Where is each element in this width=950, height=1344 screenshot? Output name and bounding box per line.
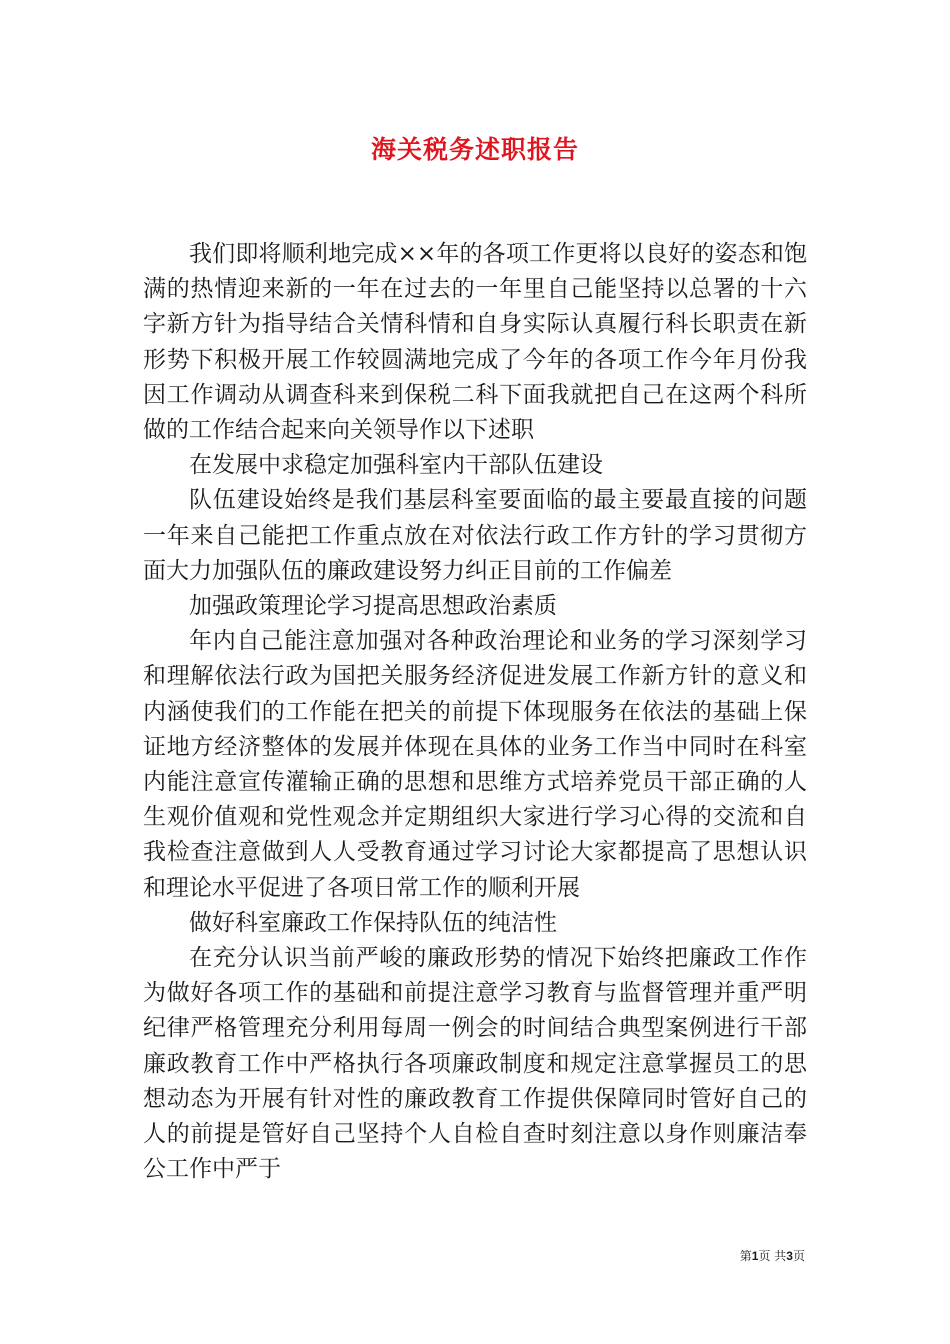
section-heading-political-study: 加强政策理论学习提高思想政治素质 — [189, 593, 557, 620]
document-body — [143, 237, 807, 1187]
footer-prefix: 第 — [739, 1249, 752, 1263]
footer-middle: 页 共 — [758, 1249, 787, 1263]
document-title: 海关税务述职报告 — [370, 135, 579, 164]
footer-total-pages: 3 — [786, 1249, 793, 1263]
paragraph-team-building: 队伍建设始终是我们基层科室要面临的最主要最直接的问题一年来自己能把工作重点放在对依法行政工作方针的学习贯彻方面大力加强队伍的廉政建设努力纠正目前的工作偏差 — [143, 487, 807, 584]
section-heading-team-building: 在发展中求稳定加强科室内干部队伍建设 — [189, 452, 603, 479]
paragraph-integrity: 在充分认识当前严峻的廉政形势的情况下始终把廉政工作作为做好各项工作的基础和前提注意学习教育与监督管理并重严明纪律严格管理充分利用每周一例会的时间结合典型案例进行干部廉政教育工作中严格执行各项廉政制度和规定注意掌握员工的思想动态为开展有针对性的廉政教育工作提供保障同时管好自己的人的前提是管好自己坚持个人自检自查时刻注意以身作则廉洁奉公工作中严于 — [143, 945, 807, 1183]
paragraph-intro: 我们即将顺利地完成××年的各项工作更将以良好的姿态和饱满的热情迎来新的一年在过去的一年里自己能坚持以总署的十六字新方针为指导结合关情科情和自身实际认真履行科长职责在新形势下积极开展工作较圆满地完成了今年的各项工作今年月份我因工作调动从调查科来到保税二科下面我就把自己在这两个科所做的工作结合起来向关领导作以下述职 — [143, 241, 807, 444]
paragraph-political-study: 年内自己能注意加强对各种政治理论和业务的学习深刻学习和理解依法行政为国把关服务经济促进发展工作新方针的意义和内涵使我们的工作能在把关的前提下体现服务在依法的基础上保证地方经济整体的发展并体现在具体的业务工作当中同时在科室内能注意宣传灌输正确的思想和思维方式培养党员干部正确的人生观价值观和党性观念并定期组织大家进行学习心得的交流和自我检查注意做到人人受教育通过学习讨论大家都提高了思想认识和理论水平促进了各项日常工作的顺利开展 — [143, 628, 807, 901]
footer-current-page: 1 — [751, 1249, 759, 1263]
page-footer — [740, 1247, 805, 1264]
section-heading-integrity: 做好科室廉政工作保持队伍的纯洁性 — [189, 909, 557, 936]
footer-suffix: 页 — [792, 1249, 805, 1263]
